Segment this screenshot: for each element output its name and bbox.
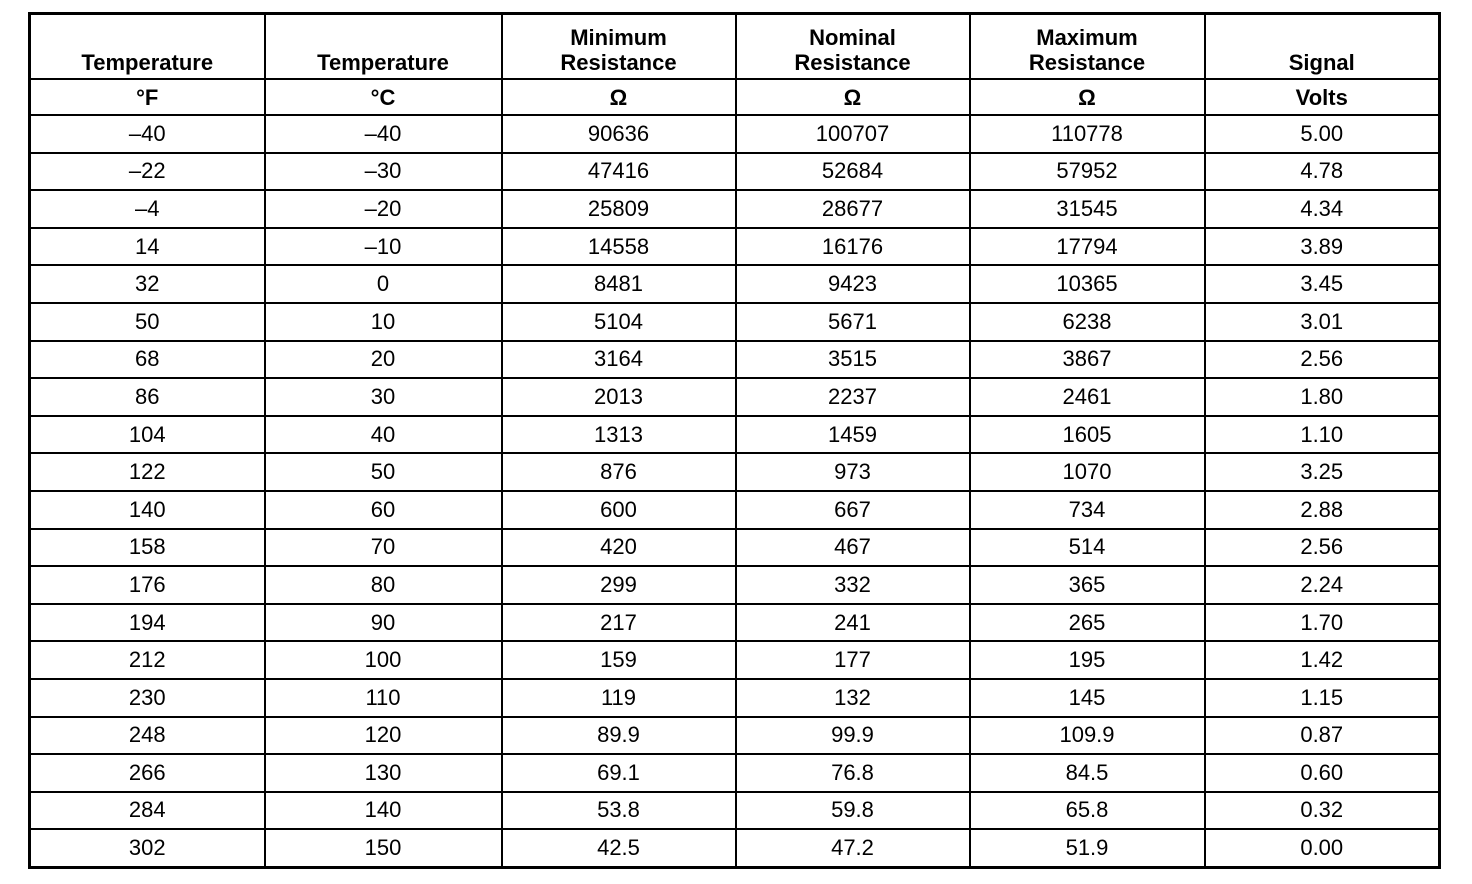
cell-temp-f: 32 [30, 265, 265, 303]
table-row [30, 641, 1440, 679]
cell-temp-f: 230 [30, 679, 265, 717]
cell-nominal-resistance: 5671 [736, 303, 970, 341]
cell-min-resistance: 2013 [502, 378, 736, 416]
cell-temp-c: 110 [265, 679, 502, 717]
table-row [30, 529, 1440, 567]
header-minimum-resistance: Minimum Resistance [502, 14, 736, 80]
cell-max-resistance: 514 [970, 529, 1205, 567]
cell-signal-volts: 1.10 [1205, 416, 1440, 454]
cell-min-resistance: 47416 [502, 153, 736, 191]
cell-nominal-resistance: 59.8 [736, 792, 970, 830]
unit-ohm-max: Ω [970, 79, 1205, 115]
table-row [30, 115, 1440, 153]
table-row [30, 566, 1440, 604]
cell-temp-f: 68 [30, 341, 265, 379]
cell-temp-f: 176 [30, 566, 265, 604]
cell-nominal-resistance: 9423 [736, 265, 970, 303]
cell-max-resistance: 65.8 [970, 792, 1205, 830]
cell-temp-c: 70 [265, 529, 502, 567]
cell-max-resistance: 6238 [970, 303, 1205, 341]
cell-temp-f: –4 [30, 190, 265, 228]
cell-min-resistance: 42.5 [502, 829, 736, 867]
header-maximum-resistance: Maximum Resistance [970, 14, 1205, 80]
cell-max-resistance: 110778 [970, 115, 1205, 153]
cell-nominal-resistance: 3515 [736, 341, 970, 379]
table-body [30, 115, 1440, 867]
cell-temp-c: –40 [265, 115, 502, 153]
cell-max-resistance: 145 [970, 679, 1205, 717]
cell-temp-c: 150 [265, 829, 502, 867]
cell-temp-f: 140 [30, 491, 265, 529]
cell-max-resistance: 10365 [970, 265, 1205, 303]
cell-temp-f: 212 [30, 641, 265, 679]
table-row [30, 265, 1440, 303]
cell-max-resistance: 57952 [970, 153, 1205, 191]
cell-min-resistance: 876 [502, 453, 736, 491]
cell-min-resistance: 14558 [502, 228, 736, 266]
cell-temp-f: 158 [30, 529, 265, 567]
cell-max-resistance: 2461 [970, 378, 1205, 416]
cell-signal-volts: 3.89 [1205, 228, 1440, 266]
cell-nominal-resistance: 28677 [736, 190, 970, 228]
cell-signal-volts: 4.78 [1205, 153, 1440, 191]
cell-max-resistance: 1070 [970, 453, 1205, 491]
cell-temp-c: 120 [265, 717, 502, 755]
cell-max-resistance: 365 [970, 566, 1205, 604]
cell-signal-volts: 1.70 [1205, 604, 1440, 642]
cell-max-resistance: 17794 [970, 228, 1205, 266]
cell-temp-c: 10 [265, 303, 502, 341]
cell-temp-f: 104 [30, 416, 265, 454]
cell-nominal-resistance: 973 [736, 453, 970, 491]
cell-temp-c: –20 [265, 190, 502, 228]
cell-max-resistance: 3867 [970, 341, 1205, 379]
table-row [30, 303, 1440, 341]
cell-nominal-resistance: 1459 [736, 416, 970, 454]
cell-signal-volts: 2.56 [1205, 529, 1440, 567]
cell-min-resistance: 217 [502, 604, 736, 642]
cell-signal-volts: 5.00 [1205, 115, 1440, 153]
cell-max-resistance: 51.9 [970, 829, 1205, 867]
cell-temp-c: 0 [265, 265, 502, 303]
cell-min-resistance: 5104 [502, 303, 736, 341]
cell-nominal-resistance: 132 [736, 679, 970, 717]
cell-max-resistance: 109.9 [970, 717, 1205, 755]
temperature-resistance-table [28, 12, 1441, 869]
cell-signal-volts: 2.24 [1205, 566, 1440, 604]
cell-temp-f: 122 [30, 453, 265, 491]
cell-temp-f: 248 [30, 717, 265, 755]
cell-min-resistance: 159 [502, 641, 736, 679]
cell-min-resistance: 69.1 [502, 754, 736, 792]
cell-nominal-resistance: 667 [736, 491, 970, 529]
cell-min-resistance: 8481 [502, 265, 736, 303]
unit-celsius: °C [265, 79, 502, 115]
unit-ohm-nominal: Ω [736, 79, 970, 115]
cell-nominal-resistance: 76.8 [736, 754, 970, 792]
table-row [30, 717, 1440, 755]
cell-min-resistance: 600 [502, 491, 736, 529]
cell-temp-c: 140 [265, 792, 502, 830]
cell-signal-volts: 0.00 [1205, 829, 1440, 867]
cell-nominal-resistance: 100707 [736, 115, 970, 153]
cell-signal-volts: 0.87 [1205, 717, 1440, 755]
cell-temp-c: 90 [265, 604, 502, 642]
cell-signal-volts: 1.80 [1205, 378, 1440, 416]
cell-temp-f: 86 [30, 378, 265, 416]
cell-temp-c: 130 [265, 754, 502, 792]
cell-nominal-resistance: 16176 [736, 228, 970, 266]
cell-signal-volts: 3.25 [1205, 453, 1440, 491]
table-row [30, 378, 1440, 416]
cell-temp-f: 14 [30, 228, 265, 266]
unit-volts: Volts [1205, 79, 1440, 115]
cell-temp-f: 266 [30, 754, 265, 792]
cell-min-resistance: 90636 [502, 115, 736, 153]
table-row [30, 604, 1440, 642]
table-row [30, 679, 1440, 717]
cell-max-resistance: 1605 [970, 416, 1205, 454]
cell-temp-c: 50 [265, 453, 502, 491]
cell-min-resistance: 1313 [502, 416, 736, 454]
cell-nominal-resistance: 2237 [736, 378, 970, 416]
cell-nominal-resistance: 52684 [736, 153, 970, 191]
cell-signal-volts: 1.15 [1205, 679, 1440, 717]
cell-signal-volts: 3.45 [1205, 265, 1440, 303]
cell-temp-c: 60 [265, 491, 502, 529]
cell-temp-f: 302 [30, 829, 265, 867]
cell-signal-volts: 1.42 [1205, 641, 1440, 679]
table-row [30, 491, 1440, 529]
table-row [30, 829, 1440, 867]
cell-min-resistance: 3164 [502, 341, 736, 379]
table-row [30, 453, 1440, 491]
cell-temp-c: 30 [265, 378, 502, 416]
cell-min-resistance: 299 [502, 566, 736, 604]
cell-temp-f: 284 [30, 792, 265, 830]
cell-min-resistance: 420 [502, 529, 736, 567]
header-signal: Signal [1205, 14, 1440, 80]
cell-temp-c: 100 [265, 641, 502, 679]
header-row [30, 14, 1440, 80]
cell-min-resistance: 53.8 [502, 792, 736, 830]
header-nominal-resistance: Nominal Resistance [736, 14, 970, 80]
cell-min-resistance: 89.9 [502, 717, 736, 755]
cell-temp-c: –30 [265, 153, 502, 191]
cell-max-resistance: 265 [970, 604, 1205, 642]
cell-temp-c: –10 [265, 228, 502, 266]
cell-nominal-resistance: 332 [736, 566, 970, 604]
header-temperature-c: Temperature [265, 14, 502, 80]
cell-signal-volts: 3.01 [1205, 303, 1440, 341]
table-row [30, 228, 1440, 266]
cell-temp-c: 20 [265, 341, 502, 379]
cell-temp-c: 40 [265, 416, 502, 454]
unit-ohm-min: Ω [502, 79, 736, 115]
cell-min-resistance: 25809 [502, 190, 736, 228]
cell-temp-f: 50 [30, 303, 265, 341]
cell-max-resistance: 84.5 [970, 754, 1205, 792]
table-row [30, 190, 1440, 228]
cell-min-resistance: 119 [502, 679, 736, 717]
cell-nominal-resistance: 467 [736, 529, 970, 567]
unit-fahrenheit: °F [30, 79, 265, 115]
table-row [30, 754, 1440, 792]
table-row [30, 153, 1440, 191]
table-row [30, 792, 1440, 830]
table-container [28, 12, 1438, 869]
cell-temp-f: –40 [30, 115, 265, 153]
cell-nominal-resistance: 99.9 [736, 717, 970, 755]
cell-temp-c: 80 [265, 566, 502, 604]
table-row [30, 416, 1440, 454]
header-temperature-f: Temperature [30, 14, 265, 80]
cell-temp-f: 194 [30, 604, 265, 642]
cell-temp-f: –22 [30, 153, 265, 191]
table-row [30, 341, 1440, 379]
unit-row [30, 79, 1440, 115]
cell-max-resistance: 31545 [970, 190, 1205, 228]
cell-signal-volts: 2.88 [1205, 491, 1440, 529]
cell-max-resistance: 195 [970, 641, 1205, 679]
cell-nominal-resistance: 241 [736, 604, 970, 642]
cell-signal-volts: 4.34 [1205, 190, 1440, 228]
cell-nominal-resistance: 177 [736, 641, 970, 679]
cell-signal-volts: 0.32 [1205, 792, 1440, 830]
cell-nominal-resistance: 47.2 [736, 829, 970, 867]
cell-max-resistance: 734 [970, 491, 1205, 529]
cell-signal-volts: 2.56 [1205, 341, 1440, 379]
cell-signal-volts: 0.60 [1205, 754, 1440, 792]
